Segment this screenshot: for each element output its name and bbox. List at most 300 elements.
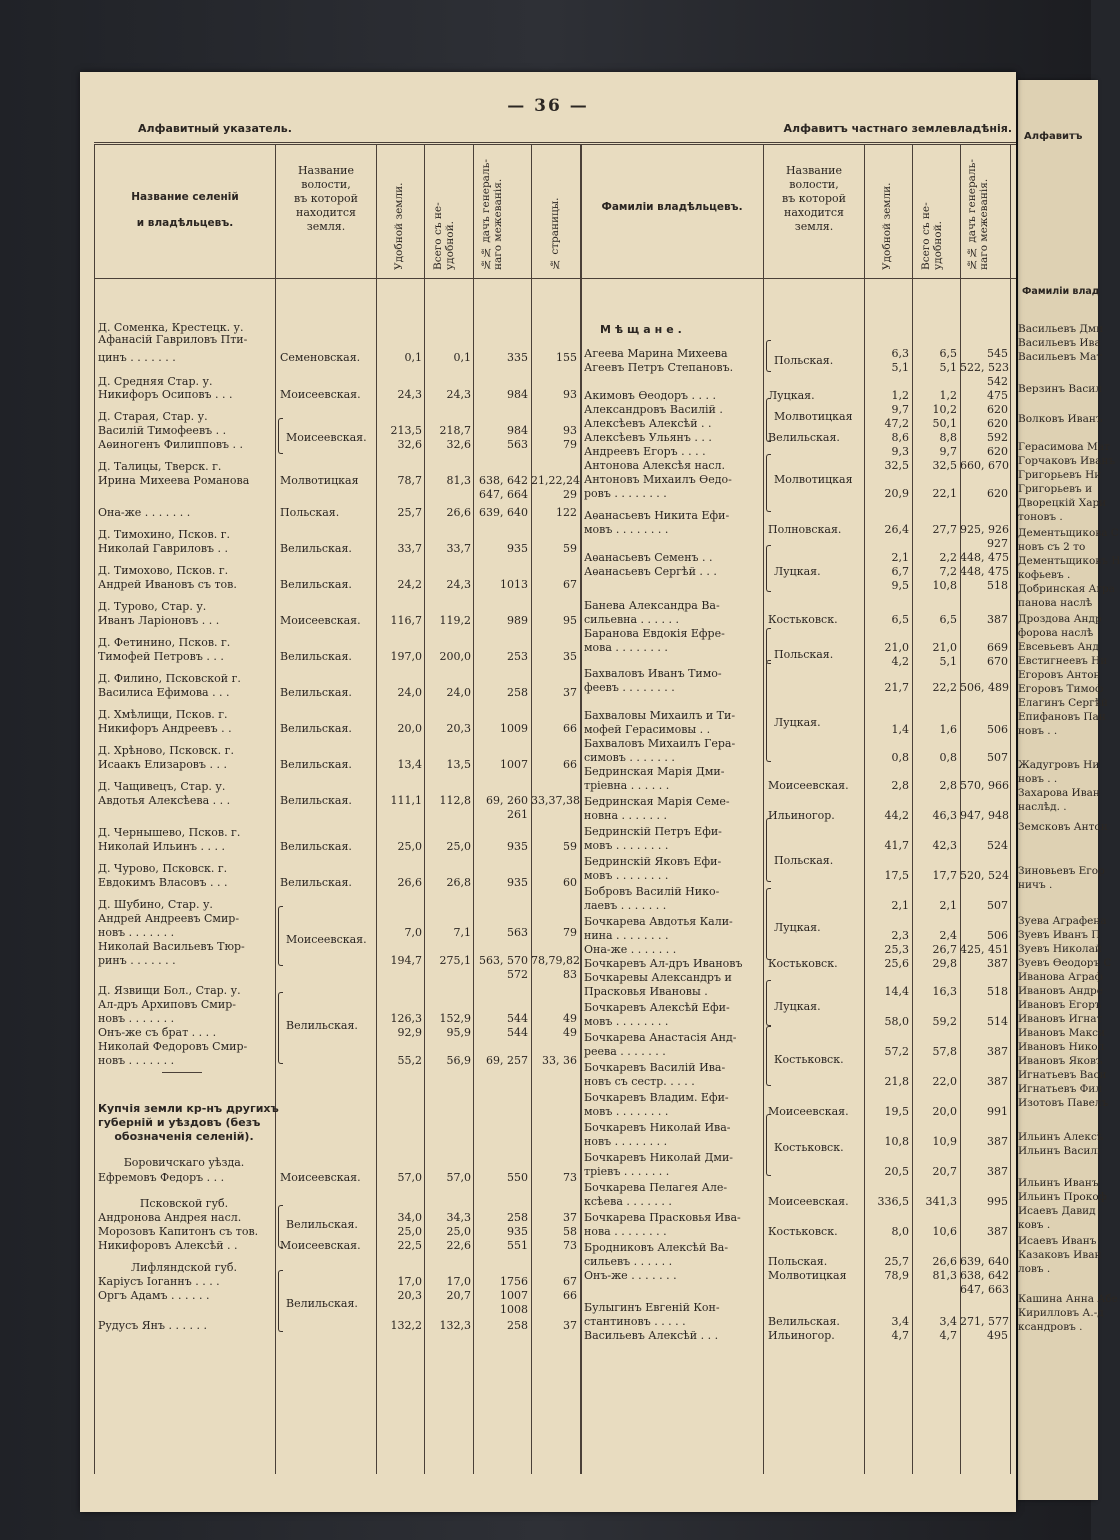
- left-row-total: 7,1: [453, 926, 471, 939]
- left-row-arable: 20,0: [397, 722, 422, 735]
- right-row-survey: 545: [987, 347, 1008, 360]
- adjacent-page-entry: Изотовъ Павелъ: [1018, 1097, 1109, 1109]
- right-row-arable: 41,7: [884, 839, 909, 852]
- adjacent-page-entry: Евстигнеевъ Ни: [1018, 655, 1108, 667]
- left-row-name: Д. Филино, Псковской г.: [98, 672, 241, 685]
- right-row-name: феевъ . . . . . . . .: [584, 681, 675, 694]
- right-row-name: Бобровъ Василій Нико-: [584, 885, 720, 898]
- adjacent-page-entry: Егоровъ Антон: [1018, 669, 1101, 681]
- right-row-name: нова . . . . . . . .: [584, 1225, 667, 1238]
- col-header-volost-line: земля.: [794, 220, 834, 233]
- right-row-arable: 14,4: [884, 985, 909, 998]
- left-group-volost: Велильская.: [286, 1218, 358, 1231]
- left-group-volost: Велильская.: [286, 1297, 358, 1310]
- adjacent-page-entry: Григорьевъ и: [1018, 483, 1093, 495]
- left-row-page: 122: [556, 506, 577, 519]
- left-row-name: губерній и уѣздовъ (безъ: [98, 1116, 261, 1129]
- col-header-volost-line: волости,: [301, 178, 351, 191]
- left-row-total: 24,3: [446, 388, 471, 401]
- adjacent-page-entry: тоновъ .: [1018, 511, 1063, 523]
- right-row-arable: 336,5: [877, 1195, 909, 1208]
- right-row-survey: 995: [987, 1195, 1008, 1208]
- adjacent-page-entry: Казаковъ Иван: [1018, 1249, 1102, 1261]
- right-row-survey: 670: [987, 655, 1008, 668]
- right-group-volost: Луцкая.: [774, 1000, 821, 1013]
- right-row-total: 341,3: [925, 1195, 957, 1208]
- left-row-survey: 563, 570: [479, 954, 528, 967]
- left-row-arable: 26,6: [397, 876, 422, 889]
- brace: [278, 1270, 283, 1332]
- left-row-arable: 92,9: [397, 1026, 422, 1039]
- left-row-name: Ирина Михеева Романова: [98, 474, 250, 487]
- left-row-total: 33,7: [446, 542, 471, 555]
- right-row-arable: 78,9: [884, 1269, 909, 1282]
- left-row-name: Боровичскаго уѣзда.: [123, 1156, 245, 1169]
- adjacent-page-entry: Игнатьевъ Васи: [1018, 1069, 1107, 1081]
- right-row-survey: 514: [987, 1015, 1008, 1028]
- left-row-name: Онъ-же съ брат . . . .: [98, 1026, 217, 1039]
- right-row-total: 7,2: [939, 565, 957, 578]
- right-row-volost: Моисеевская.: [768, 1195, 849, 1208]
- right-row-name: симовъ . . . . . . .: [584, 751, 675, 764]
- left-row-volost: Велильская.: [280, 650, 352, 663]
- right-row-arable: 58,0: [884, 1015, 909, 1028]
- brace: [766, 980, 771, 1026]
- right-row-arable: 47,2: [884, 417, 909, 430]
- right-row-name: Агеева Марина Михеева: [584, 347, 728, 360]
- left-row-name: Д. Чащивецъ, Стар. у.: [98, 780, 226, 793]
- left-row-volost: Моисеевская.: [280, 1171, 361, 1184]
- left-row-arable: 126,3: [390, 1012, 422, 1025]
- right-row-survey: 387: [987, 613, 1008, 626]
- right-row-total: 5,1: [939, 361, 957, 374]
- left-row-total: 20,3: [446, 722, 471, 735]
- left-row-arable: 194,7: [390, 954, 422, 967]
- left-row-arable: 25,0: [397, 1225, 422, 1238]
- right-row-total: 20,7: [932, 1165, 957, 1178]
- right-row-name: Васильевъ Алексѣй . . .: [584, 1329, 719, 1342]
- adjacent-page-entry: Кашина Анна Абе: [1018, 1293, 1118, 1305]
- right-row-name: Бочкаревъ Николай Дми-: [584, 1151, 733, 1164]
- adjacent-page-entry: ксандровъ .: [1018, 1321, 1083, 1333]
- right-row-name: Бочкарева Авдотья Кали-: [584, 915, 733, 928]
- right-row-name: новна . . . . . . .: [584, 809, 667, 822]
- left-row-name: Д. Тимохино, Псков. г.: [98, 528, 230, 541]
- adjacent-page-entry: панова наслѣ: [1018, 597, 1093, 609]
- right-row-volost: Велильская.: [768, 431, 840, 444]
- left-row-arable: 78,7: [397, 474, 422, 487]
- brace: [766, 454, 771, 512]
- right-row-volost: Луцкая.: [768, 389, 815, 402]
- right-row-name: Антонова Алексѣя насл.: [584, 459, 726, 472]
- left-row-survey: 335: [507, 351, 528, 364]
- left-row-survey: 563: [507, 438, 528, 451]
- left-row-page: 59: [563, 542, 577, 555]
- col-header-names-line1: Название селеній: [131, 191, 239, 203]
- left-row-name: Никифоръ Андреевъ . .: [98, 722, 232, 735]
- right-row-arable: 26,4: [884, 523, 909, 536]
- left-row-survey: 258: [507, 686, 528, 699]
- left-row-volost: Велильская.: [280, 876, 352, 889]
- right-row-name: Андреевъ Егоръ . . . .: [584, 445, 706, 458]
- col-header-arable: Удобной земли.: [393, 182, 405, 270]
- adjacent-page-entry: Ивановъ Игнат: [1018, 1013, 1103, 1025]
- left-row-arable: 55,2: [397, 1054, 422, 1067]
- left-row-total: 17,0: [446, 1275, 471, 1288]
- left-row-page: 60: [563, 876, 577, 889]
- right-row-survey: 542: [987, 375, 1008, 388]
- left-row-total: 24,0: [446, 686, 471, 699]
- left-row-volost: Моисеевская.: [280, 388, 361, 401]
- right-row-total: 32,5: [932, 459, 957, 472]
- right-row-survey: 507: [987, 899, 1008, 912]
- left-row-name: Псковской губ.: [139, 1197, 229, 1210]
- left-row-name: Евдокимъ Власовъ . . .: [98, 876, 228, 889]
- right-row-survey: 570, 966: [960, 779, 1009, 792]
- right-group-volost: Костьковск.: [774, 1053, 844, 1066]
- left-row-name: Д. Старая, Стар. у.: [98, 410, 208, 423]
- left-row-survey: 1008: [500, 1303, 528, 1316]
- left-row-total: 152,9: [439, 1012, 471, 1025]
- left-row-page: 73: [563, 1239, 577, 1252]
- right-row-arable: 2,1: [891, 899, 909, 912]
- right-group-volost: Молвотицкая: [774, 473, 853, 486]
- right-row-name: новъ . . . . . . . .: [584, 1135, 668, 1148]
- right-row-volost: Костьковск.: [768, 1225, 838, 1238]
- left-row-volost: Моисеевская.: [280, 614, 361, 627]
- left-row-survey: 572: [507, 968, 528, 981]
- right-row-total: 1,2: [939, 389, 957, 402]
- right-row-total: 10,2: [932, 403, 957, 416]
- brace: [766, 545, 771, 592]
- right-row-volost: Молвотицкая: [768, 1269, 847, 1282]
- right-row-name: мофей Герасимовы . .: [584, 723, 711, 736]
- left-row-name: Тимофей Петровъ . . .: [98, 650, 224, 663]
- adjacent-page-entry: Елагинъ Сергѣй: [1018, 697, 1108, 709]
- left-row-total: 13,5: [446, 758, 471, 771]
- right-row-name: ровъ . . . . . . . .: [584, 487, 667, 500]
- left-row-arable: 25,7: [397, 506, 422, 519]
- right-row-name: Булыгинъ Евгеній Кон-: [584, 1301, 720, 1314]
- adjacent-page-entry: Васильевъ Мат: [1018, 351, 1103, 363]
- left-row-name: Д. Соменка, Крестецк. у.: [98, 321, 244, 334]
- left-row-name: Ефремовъ Федоръ . . .: [98, 1171, 225, 1184]
- left-row-volost: Велильская.: [280, 794, 352, 807]
- right-row-total: 50,1: [932, 417, 957, 430]
- right-row-total: 26,7: [932, 943, 957, 956]
- right-row-name: лаевъ . . . . . . .: [584, 899, 667, 912]
- right-row-survey: 518: [987, 985, 1008, 998]
- adjacent-page-entry: Жадугровъ Ни: [1018, 759, 1100, 771]
- left-row-name: новъ . . . . . . .: [98, 1012, 175, 1025]
- adjacent-page-entry: наслѣд. .: [1018, 801, 1067, 813]
- right-row-volost: Моисеевская.: [768, 1105, 849, 1118]
- right-row-total: 1,6: [939, 723, 957, 736]
- left-row-total: 218,7: [439, 424, 471, 437]
- right-row-name: Аѳанасьевъ Никита Ефи-: [584, 509, 730, 522]
- right-row-survey: 925, 926: [960, 523, 1009, 536]
- adjacent-page-entry: Ивановъ Егоръ: [1018, 999, 1102, 1011]
- left-row-name: Каріусъ Іоганнъ . . . .: [98, 1275, 220, 1288]
- right-row-name: Она-же . . . . . . .: [584, 943, 677, 956]
- right-row-name: Александровъ Василій .: [584, 403, 723, 416]
- right-row-name: Бочкаревы Александръ и: [584, 971, 732, 984]
- right-row-survey: 507: [987, 751, 1008, 764]
- right-row-total: 2,2: [939, 551, 957, 564]
- left-row-survey: 563: [507, 926, 528, 939]
- table-top-rule: [94, 142, 1016, 143]
- left-row-page: 79: [563, 926, 577, 939]
- right-row-name: Бочкарева Пелагея Але-: [584, 1181, 728, 1194]
- right-row-arable: 2,8: [891, 779, 909, 792]
- right-row-name: мова . . . . . . . .: [584, 641, 668, 654]
- adjacent-page-entry: ковъ .: [1018, 1219, 1051, 1231]
- left-row-name: Д. Язвищи Бол., Стар. у.: [98, 984, 241, 997]
- adjacent-page-entry: Ильинъ Иванъ: [1018, 1177, 1099, 1189]
- col-header-volost-line: Название: [297, 164, 355, 177]
- right-row-arable: 4,7: [891, 1329, 909, 1342]
- right-row-survey: 387: [987, 1135, 1008, 1148]
- left-row-survey: 989: [507, 614, 528, 627]
- right-row-name: Прасковья Ивановы .: [584, 985, 708, 998]
- left-row-arable: 20,3: [397, 1289, 422, 1302]
- adjacent-page-entry: Захарова Иван: [1018, 787, 1100, 799]
- right-row-name: мовъ . . . . . . . .: [584, 1105, 669, 1118]
- left-row-total: 275,1: [439, 954, 471, 967]
- left-row-name: Никифоровъ Алексѣй . .: [98, 1239, 238, 1252]
- right-row-survey: 592: [987, 431, 1008, 444]
- left-row-survey: 1756: [500, 1275, 528, 1288]
- right-row-name: Бочкаревъ Николай Ива-: [584, 1121, 731, 1134]
- left-row-survey: 935: [507, 1225, 528, 1238]
- right-row-name: Акимовъ Ѳеодоръ . . . .: [584, 389, 716, 402]
- right-row-survey: 947, 948: [960, 809, 1009, 822]
- left-row-page: 93: [563, 388, 577, 401]
- right-group-volost: Молвотицкая: [774, 410, 853, 423]
- left-row-arable: 24,2: [397, 578, 422, 591]
- left-row-total: 26,6: [446, 506, 471, 519]
- right-row-arable: 2,1: [891, 551, 909, 564]
- left-row-name: Д. Талицы, Тверск. г.: [98, 460, 222, 473]
- left-row-survey: 551: [507, 1239, 528, 1252]
- right-row-arable: 17,5: [884, 869, 909, 882]
- right-group-volost: Луцкая.: [774, 565, 821, 578]
- col-header-names: [100, 184, 270, 236]
- right-row-name: Аѳанасьевъ Семенъ . .: [584, 551, 713, 564]
- right-group-volost: Луцкая.: [774, 716, 821, 729]
- right-row-arable: 20,9: [884, 487, 909, 500]
- right-row-total: 2,8: [939, 779, 957, 792]
- right-row-name: новъ съ сестр. . . . .: [584, 1075, 695, 1088]
- right-row-name: сильевна . . . . . .: [584, 613, 680, 626]
- right-row-survey: 620: [987, 403, 1008, 416]
- brace: [766, 340, 771, 372]
- header-right: Алфавитъ частнаго землевладѣнія.: [783, 122, 1012, 135]
- right-row-name: Бедринскій Петръ Ефи-: [584, 825, 722, 838]
- left-row-page: 58: [563, 1225, 577, 1238]
- col-rule: [94, 144, 95, 1474]
- right-row-survey: 669: [987, 641, 1008, 654]
- right-row-total: 6,5: [939, 347, 957, 360]
- brace: [766, 660, 771, 762]
- right-row-arable: 4,2: [891, 655, 909, 668]
- adjacent-page-entry: Зиновьевъ Егор: [1018, 865, 1105, 877]
- adjacent-page-entry: Дроздова Андр: [1018, 613, 1102, 625]
- left-row-volost: Моисеевская.: [280, 1239, 361, 1252]
- left-row-survey: 1013: [500, 578, 528, 591]
- right-row-name: стантиновъ . . . . .: [584, 1315, 686, 1328]
- left-row-survey: 935: [507, 542, 528, 555]
- left-row-volost: Велильская.: [280, 722, 352, 735]
- adjacent-page-entry: Ильинъ Василі: [1018, 1145, 1101, 1157]
- right-row-arable: 8,0: [891, 1225, 909, 1238]
- col-rule: [580, 144, 582, 1474]
- left-row-page: 49: [563, 1012, 577, 1025]
- adjacent-page-entry: Дементьщикова С: [1018, 527, 1119, 539]
- right-row-survey: 271, 577: [960, 1315, 1009, 1328]
- left-row-name: Андрей Ивановъ съ тов.: [98, 578, 237, 591]
- left-row-total: 0,1: [453, 351, 471, 364]
- adjacent-page-entry: Герасимова Мат: [1018, 441, 1110, 453]
- right-row-name: сильевъ . . . . . .: [584, 1255, 673, 1268]
- left-row-name: Д. Чурово, Псковск. г.: [98, 862, 228, 875]
- left-row-survey: 550: [507, 1171, 528, 1184]
- left-row-total: 95,9: [446, 1026, 471, 1039]
- right-row-name: тріевъ . . . . . . .: [584, 1165, 670, 1178]
- adjacent-page-entry: Иванова Аграф: [1018, 971, 1103, 983]
- right-row-name: Бахваловъ Михаилъ Гера-: [584, 737, 736, 750]
- right-row-survey: 425, 451: [960, 943, 1009, 956]
- left-row-page: 29: [563, 488, 577, 501]
- left-row-page: 59: [563, 840, 577, 853]
- brace: [766, 818, 771, 882]
- left-row-survey: 69, 257: [486, 1054, 528, 1067]
- col-rule: [531, 144, 532, 1474]
- right-row-survey: 620: [987, 487, 1008, 500]
- left-row-name: Василиса Ефимова . . .: [98, 686, 230, 699]
- right-row-survey: 387: [987, 1045, 1008, 1058]
- left-row-volost: Велильская.: [280, 542, 352, 555]
- right-row-volost: Полновская.: [768, 523, 842, 536]
- page-number: — 36 —: [507, 96, 589, 116]
- left-row-total: 132,3: [439, 1319, 471, 1332]
- left-row-name: Лифляндской губ.: [131, 1261, 237, 1274]
- left-row-page: 155: [556, 351, 577, 364]
- left-row-page: 37: [563, 1319, 577, 1332]
- left-row-volost: Польская.: [280, 506, 340, 519]
- col-header-survey: №№ дачъ генераль-наго межеванія.: [480, 159, 504, 270]
- left-row-name: Афанасій Гавриловъ Пти-: [98, 333, 248, 346]
- left-row-total: 119,2: [439, 614, 471, 627]
- col-header-volost-line: Название: [785, 164, 843, 177]
- right-row-arable: 0,8: [891, 751, 909, 764]
- left-row-name: Николай Ильинъ . . . .: [98, 840, 225, 853]
- left-row-name: Д. Турово, Стар. у.: [98, 600, 207, 613]
- adjacent-page-entry: Исаевъ Иванъ: [1018, 1235, 1097, 1247]
- left-row-volost: Велильская.: [280, 840, 352, 853]
- right-row-name: Бочкаревъ Василій Ива-: [584, 1061, 726, 1074]
- col-rule: [424, 144, 425, 1474]
- left-row-total: 32,6: [446, 438, 471, 451]
- adjacent-page-entry: Егоровъ Тимоф: [1018, 683, 1104, 695]
- right-row-arable: 20,5: [884, 1165, 909, 1178]
- left-row-arable: 33,7: [397, 542, 422, 555]
- col-rule: [275, 144, 276, 1474]
- right-row-arable: 21,7: [884, 681, 909, 694]
- adjacent-page-entry: Кирилловъ А.-д: [1018, 1307, 1104, 1319]
- right-row-survey: 475: [987, 389, 1008, 402]
- col-header-pages: № страницы.: [549, 197, 561, 270]
- left-row-total: 200,0: [439, 650, 471, 663]
- col-header-volost-line: волости,: [789, 178, 839, 191]
- col-header-volost-line: находится: [783, 206, 844, 219]
- document-page: [80, 72, 1016, 1512]
- right-row-name: Баранова Евдокія Ефре-: [584, 627, 725, 640]
- left-row-arable: 17,0: [397, 1275, 422, 1288]
- right-row-arable: 2,3: [891, 929, 909, 942]
- left-row-survey: 647, 664: [479, 488, 528, 501]
- left-row-survey: 1009: [500, 722, 528, 735]
- right-row-arable: 1,2: [891, 389, 909, 402]
- brace: [766, 398, 771, 442]
- left-row-survey: 639, 640: [479, 506, 528, 519]
- left-row-page: 21,22,24: [531, 474, 580, 487]
- adjacent-page-entry: Горчаковъ Иванъ: [1018, 455, 1116, 467]
- adjacent-page-entry: новъ . .: [1018, 773, 1058, 785]
- adjacent-page-entry: Верзинъ Васил: [1018, 383, 1102, 395]
- right-row-survey: 387: [987, 1165, 1008, 1178]
- left-row-name: Д. Хмѣлищи, Псков. г.: [98, 708, 228, 721]
- right-row-total: 57,8: [932, 1045, 957, 1058]
- adjacent-page-entry: Ивановъ Андре: [1018, 985, 1103, 997]
- right-row-arable: 9,3: [891, 445, 909, 458]
- left-row-name: Авдотья Алексѣева . . .: [98, 794, 231, 807]
- right-row-total: 59,2: [932, 1015, 957, 1028]
- col-header-volost-line: въ которой: [782, 192, 846, 205]
- col-header-volost-right: [766, 164, 862, 234]
- table-top-rule-2: [94, 144, 1016, 145]
- left-row-page: 93: [563, 424, 577, 437]
- right-row-total: 6,5: [939, 613, 957, 626]
- left-row-total: 24,3: [446, 578, 471, 591]
- adjacent-page-header: Алфавитъ: [1024, 131, 1083, 142]
- adjacent-page-entry: Ильинъ Алексѣ: [1018, 1131, 1104, 1143]
- right-row-total: 10,6: [932, 1225, 957, 1238]
- right-row-total: 26,6: [932, 1255, 957, 1268]
- col-header-volost-line: находится: [295, 206, 356, 219]
- left-row-name: Иванъ Ларіоновъ . . .: [98, 614, 220, 627]
- right-row-total: 22,2: [932, 681, 957, 694]
- right-row-name: мовъ . . . . . . . .: [584, 523, 669, 536]
- right-row-arable: 19,5: [884, 1105, 909, 1118]
- right-row-arable: 9,7: [891, 403, 909, 416]
- right-row-volost: Моисеевская.: [768, 779, 849, 792]
- right-row-name: Бедринская Марія Дми-: [584, 765, 725, 778]
- left-row-name: Аѳиногенъ Филипповъ . .: [98, 438, 244, 451]
- left-row-survey: 638, 642: [479, 474, 528, 487]
- left-row-arable: 24,3: [397, 388, 422, 401]
- right-row-survey: 387: [987, 1075, 1008, 1088]
- section-divider: [162, 1072, 202, 1073]
- left-row-page: 33,37,38: [531, 794, 580, 807]
- left-row-name: новъ . . . . . . .: [98, 926, 175, 939]
- col-rule: [1010, 144, 1011, 1474]
- left-row-name: Василій Тимофеевъ . .: [98, 424, 227, 437]
- left-row-total: 20,7: [446, 1289, 471, 1302]
- left-row-name: Она-же . . . . . . .: [98, 506, 191, 519]
- right-row-arable: 6,3: [891, 347, 909, 360]
- right-row-name: Бахваловы Михаилъ и Ти-: [584, 709, 736, 722]
